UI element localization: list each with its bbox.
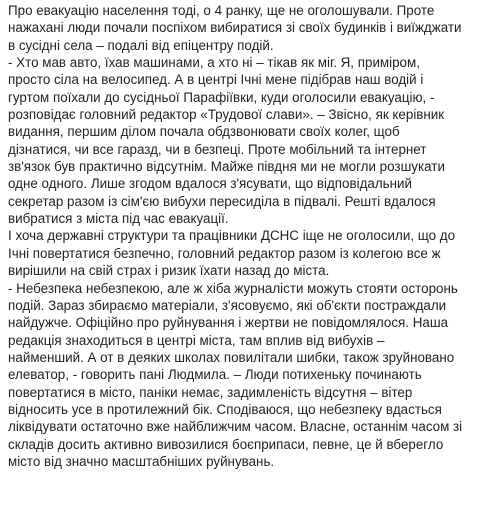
- post-line: вибратися з міста під час евакуації.: [8, 211, 229, 227]
- post-line: розповідає головний редактор «Трудової слави». – Звісно, як керівник: [8, 107, 445, 123]
- post-line: вирішили на свій страх і ризик їхати назад до міста.: [8, 263, 330, 279]
- post-line: одне одного. Лише згодом вдалося з'ясувати, що відповідальний: [8, 176, 412, 192]
- post-line: Про евакуацію населення тоді, о 4 ранку, ще не оголошували. Проте: [8, 3, 435, 18]
- post-line: - Хто мав авто, їхав машинами, а хто ні – тікав як міг. Я, приміром,: [8, 55, 420, 71]
- post-line: нажахані люди почали поспіхом вибиратися зі своїх будинків і виїжджати: [8, 20, 462, 36]
- post-line: складів досить активно вивозилися боєприпаси, певне, це й вберегло: [8, 436, 444, 452]
- post-line: просто сіла на велосипед. А в центрі Ічні мене підібрав наш водій і: [8, 72, 424, 88]
- post-line: - Небезпека небезпекою, але ж хіба журналісти можуть стояти осторонь: [8, 280, 458, 296]
- post-line: дізнатися, чи все гаразд, чи в безпеці. Проте мобільний та інтернет: [8, 141, 427, 157]
- post-line: видання, першим ділом почала обдзвонювати своїх колег, щоб: [8, 124, 400, 140]
- post-line: повертатися в місто, паніки немає, задимленість відсутня – вітер: [8, 384, 413, 400]
- post-line: відносить усе в протилежний бік. Сподіваюся, що небезпеку вдасться: [8, 401, 442, 417]
- post-line: ліквідувати остаточно вже найближчим часом. Власне, останнім часом зі: [8, 419, 463, 435]
- post-line: секретар разом із сім'єю вибухи пересиділа в підвалі. Решті вдалося: [8, 193, 436, 209]
- post-line: зв'язок був практично відсутнім. Майже півдня ми не могли розшукати: [8, 159, 445, 175]
- post-line: в сусідні села – подалі від епіцентру подій.: [8, 37, 274, 53]
- post-line: найдужче. Офіційно про руйнування і жертви не повідомлялося. Наша: [8, 315, 449, 331]
- post-line: найменший. А от в деяких школах повилітали шибки, також зруйновано: [8, 349, 455, 365]
- post-line: подій. Зараз збираємо матеріали, з'ясовуємо, які об'єкти постраждали: [8, 297, 447, 313]
- post-line: І хоча державні структури та працівники ДСНС іще не оголосили, що до: [8, 228, 456, 244]
- post-line: елеватор, - говорить пані Людмила. – Люди потихеньку починають: [8, 367, 422, 383]
- post-line: гуртом поїхали до сусідньої Парафіївки, куди оголосили евакуацію, -: [8, 89, 435, 105]
- post-line: Ічні повертатися безпечно, головний редактор разом із колегою все ж: [8, 245, 441, 261]
- post-line: редакція знаходиться в центрі міста, там вплив від вибухів –: [8, 332, 385, 348]
- post-line: місто від значно масштабніших руйнувань.: [8, 453, 275, 469]
